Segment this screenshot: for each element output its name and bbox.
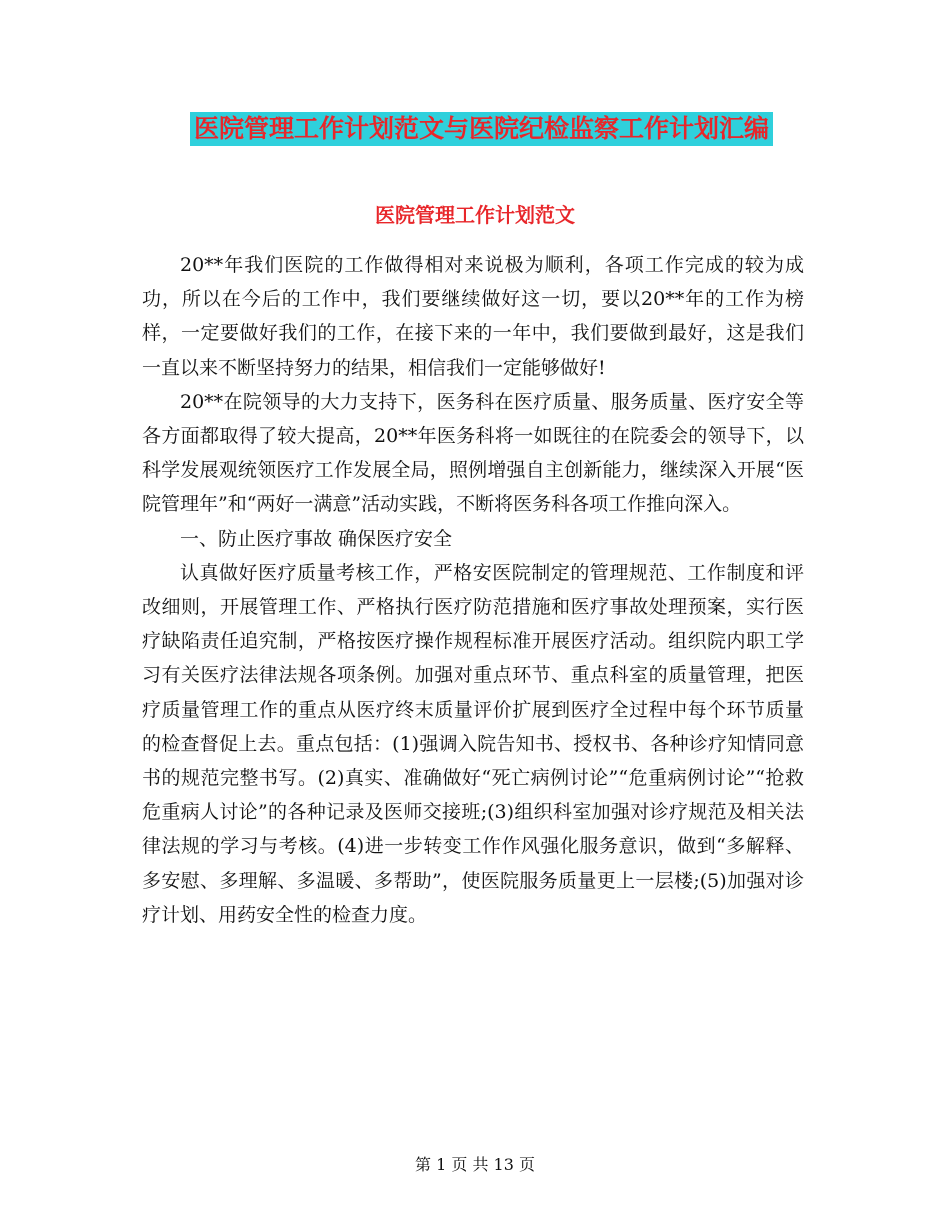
paragraph-summary: 20**在院领导的大力支持下，医务科在医疗质量、服务质量、医疗安全等各方面都取得了较大提高，20**年医务科将一如既往的在院委会的领导下，以科学发展观统领医疗工作发展全局，照例增强自主创新能力，继续深入开展“医院管理年”和“两好一满意”活动实践，不断将医务科各项工作推向深入。 bbox=[142, 390, 804, 516]
section-title: 医院管理工作计划范文 bbox=[375, 203, 575, 227]
page-number-footer: 第 1 页 共 13 页 bbox=[415, 1155, 535, 1174]
paragraph-quality-control: 认真做好医疗质量考核工作，严格安医院制定的管理规范、工作制度和评改细则，开展管理工作、严格执行医疗防范措施和医疗事故处理预案，实行医疗缺陷责任追究制，严格按医疗操作规程标准开展医疗活动。组织院内职工学习有关医疗法律法规各项条例。加强对重点环节、重点科室的质量管理，把医疗质量管理工作的重点从医疗终末质量评价扩展到医疗全过程中每个环节质量的检查督促上去。重点包括：(1)强调入院告知书、授权书、各种诊疗知情同意书的规范完整书写。(2)真实、准确做好“死亡病例讨论”“危重病例讨论”“抢救危重病人讨论”的各种记录及医师交接班;(3)组织科室加强对诊疗规范及相关法律法规的学习与考核。(4)进一步转变工作作风强化服务意识，做到“多解释、多安慰、多理解、多温暖、多帮助”，使医院服务质量更上一层楼;(5)加强对诊疗计划、用药安全性的检查力度。 bbox=[142, 561, 804, 926]
document-body bbox=[142, 248, 804, 932]
paragraph-intro: 20**年我们医院的工作做得相对来说极为顺利，各项工作完成的较为成功，所以在今后的工作中，我们要继续做好这一切，要以20**年的工作为榜样，一定要做好我们的工作，在接下来的一年中，我们要做到最好，这是我们一直以来不断坚持努力的结果，相信我们一定能够做好! bbox=[142, 254, 804, 379]
document-title: 医院管理工作计划范文与医院纪检监察工作计划汇编 bbox=[190, 112, 773, 146]
subheading-medical-safety: 一、防止医疗事故 确保医疗安全 bbox=[180, 527, 453, 550]
